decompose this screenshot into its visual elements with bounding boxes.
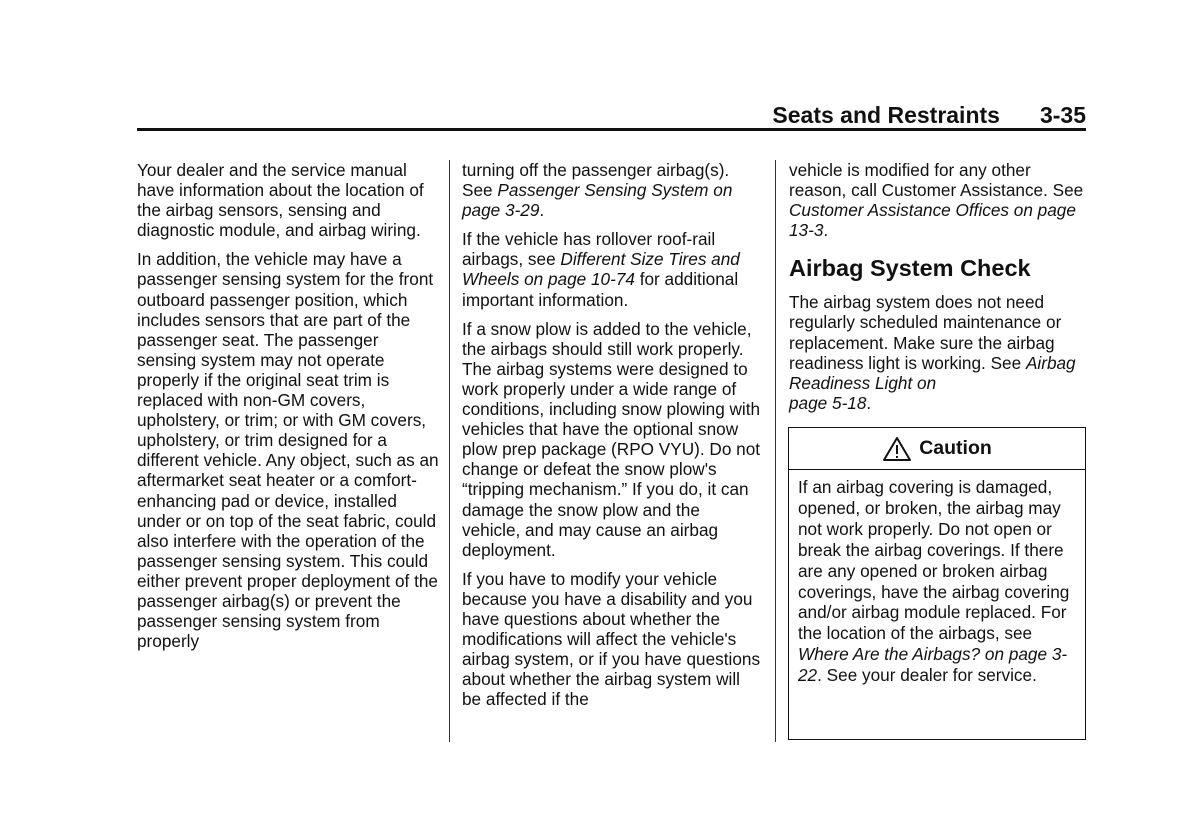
column-divider [449, 160, 450, 742]
paragraph: If you have to modify your vehicle because you have a disability and you have questions about whether the modifications will affect the vehicle's airbag system, or if you have questions about whether the airbag system will be affected if the [462, 568, 761, 710]
caution-header [789, 428, 1085, 470]
page-header [137, 100, 1086, 130]
column-1 [137, 160, 440, 660]
page-number: 3-35 [1039, 102, 1086, 128]
cross-reference-link[interactable]: Different Size Tires and Wheels on page 10-74 [462, 249, 740, 290]
paragraph: vehicle is modified for any other reason, call Customer Assistance. See Customer Assistance Offices on page 13-3. [789, 160, 1084, 241]
paragraph: In addition, the vehicle may have a passenger sensing system for the front outboard passenger position, which includes sensors that are part of the passenger seat. The passenger sensing system may not operate properly if the original seat trim is replaced with non-GM covers, upholstery, or trim; or with GM covers, upholstery, or trim designed for a different vehicle. Any object, such as an aftermarket seat heater or a comfort-enhancing pad or device, installed under or on top of the seat fabric, could also interfere with the operation of the passenger sensing system. This could either prevent proper deployment of the passenger airbag(s) or prevent the passenger sensing system from properly [137, 249, 439, 652]
caution-body: If an airbag covering is damaged, opened, or broken, the airbag may not work properly. Do not open or break the airbag coverings. If there are any opened or broken airbag coverings, have the airbag covering and/or airbag module replaced. For the location of the airbags, see Where Are the Airbags? on page 3-22. See your dealer for service. [798, 477, 1070, 686]
column-2 [462, 160, 762, 718]
section-title: Seats and Restraints [772, 102, 1000, 128]
paragraph: Your dealer and the service manual have information about the location of the airbag sensors, sensing and diagnostic module, and airbag wiring. [137, 160, 424, 241]
warning-triangle-icon [882, 436, 912, 462]
section-heading: Airbag System Check [789, 255, 1031, 282]
header-rule [137, 128, 1086, 131]
paragraph: If a snow plow is added to the vehicle, the airbags should still work properly. The airbag systems were designed to work properly under a wide range of conditions, including snow plowing with vehicles that have the optional snow plow prep package (RPO VYU). Do not change or defeat the snow plow's “tripping mechanism.” If you do, it can damage the snow plow and the vehicle, and may cause an airbag deployment. [462, 318, 761, 560]
column-3 [789, 160, 1086, 422]
paragraph: The airbag system does not need regularly scheduled maintenance or replacement. Make sure the airbag readiness light is working. See Airbag Readiness Light on page 5-18. [789, 292, 1076, 413]
paragraph: turning off the passenger airbag(s). See Passenger Sensing System on page 3-29. [462, 160, 733, 221]
cross-reference-link[interactable]: Airbag Readiness Light on [789, 352, 1076, 393]
cross-reference-link[interactable]: Passenger Sensing System on page 3-29 [462, 180, 733, 221]
cross-reference-link[interactable]: page 5-18 [789, 392, 867, 413]
caution-box [788, 427, 1086, 740]
column-divider [775, 160, 776, 742]
cross-reference-link[interactable]: Where Are the Airbags? on page 3-22 [798, 644, 1068, 686]
caution-title: Caution [919, 437, 992, 459]
cross-reference-link[interactable]: Customer Assistance Offices on page 13-3 [789, 200, 1076, 241]
paragraph: If the vehicle has rollover roof-rail airbags, see Different Size Tires and Wheels on page 10-74 for additional important information. [462, 229, 740, 310]
